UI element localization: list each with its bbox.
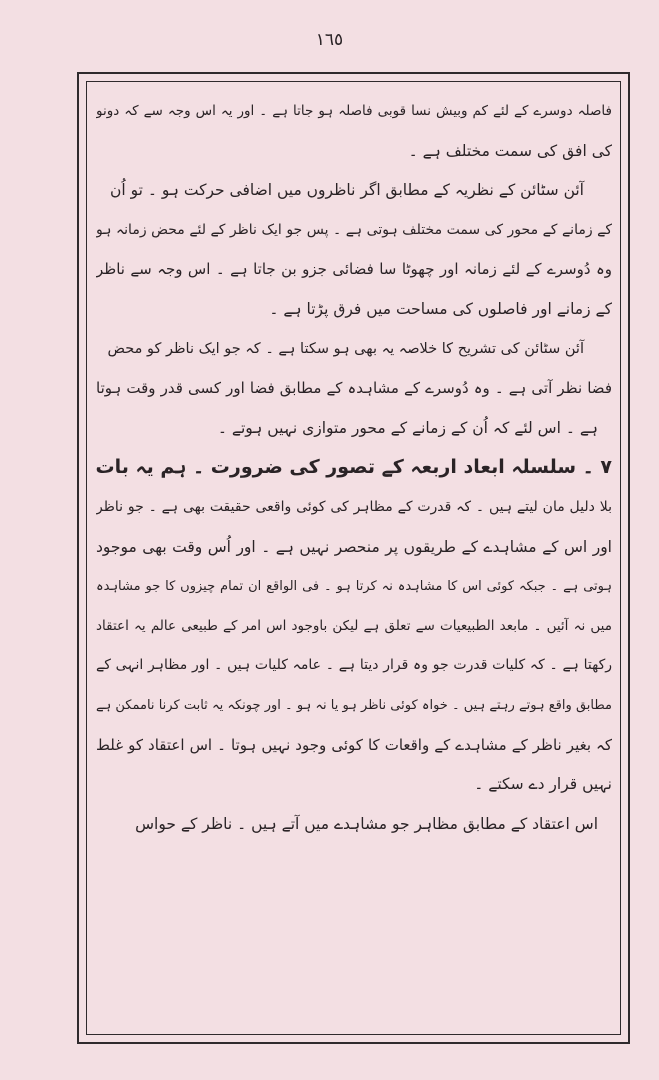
- text-line-15: رکھتا ہے ۔ کہ کلیات قدرت جو وہ قرار دیتا ہے ۔ عامہ کلیات ہیں ۔ اور مظاہر انہی کے: [96, 657, 612, 674]
- text-line-16: مطابق واقع ہوتے رہتے ہیں ۔ خواہ کوئی ناظر ہو یا نہ ہو ۔ اور چونکہ یہ ثابت کرنا ناممکن ہے: [96, 697, 612, 713]
- text-line-4: کے زمانے کے محور کی سمت مختلف ہوتی ہے ۔ پس جو ایک ناظر کے لئے محض زمانہ ہو: [96, 221, 612, 238]
- text-line-1: فاصلہ دوسرے کے لئے کم وبیش نسا قوبی فاصلہ ہو جاتا ہے ۔ اور یہ اس وجہ سے کہ دونو: [96, 103, 612, 119]
- text-line-14: میں نہ آئیں ۔ مابعد الطبیعیات سے تعلق ہے لیکن باوجود اس امر کے طبیعی عالم یہ اعتقاد: [96, 617, 612, 634]
- text-line-19: اس اعتقاد کے مطابق مظاہر جو مشاہدے میں آتے ہیں ۔ ناظر کے حواس: [135, 814, 598, 833]
- text-line-7: آئن سٹائن کی تشریح کا خلاصہ یہ بھی ہو سکتا ہے ۔ کہ جو ایک ناظر کو محض: [107, 340, 584, 357]
- section-heading: ۷ ۔ سلسلہ ابعاد اربعہ کے تصور کی ضرورت ۔ ہم یہ بات: [96, 456, 612, 479]
- text-line-3: آئن سٹائن کے نظریہ کے مطابق اگر ناظروں میں اضافی حرکت ہو ۔ تو اُن: [109, 181, 584, 200]
- text-line-18: نہیں قرار دے سکتے ۔: [474, 775, 612, 794]
- text-line-9: ہے ۔ اس لئے کہ اُن کے زمانے کے محور متوازی نہیں ہوتے ۔: [217, 418, 598, 437]
- text-line-12: اور اس کے مشاہدے کے طریقوں پر منحصر نہیں ہے ۔ اور اُس وقت بھی موجود: [96, 537, 612, 556]
- text-line-8: فضا نظر آتی ہے ۔ وہ دُوسرے کے مشاہدہ کے مطابق فضا اور کسی قدر وقت ہوتا: [96, 379, 612, 398]
- text-line-13: ہوتی ہے ۔ جبکہ کوئی اس کا مشاہدہ نہ کرتا ہو ۔ فی الواقع ان تمام چیزوں کا جو مشاہدہ: [96, 579, 612, 595]
- text-line-5: وہ دُوسرے کے لئے زمانہ اور چھوٹا سا فضائی جزو بن جاتا ہے ۔ اس وجہ سے ناظر: [96, 260, 612, 279]
- page-number: ١٦٥: [315, 30, 344, 50]
- body-text: [96, 92, 612, 844]
- text-line-6: کے زمانے اور فاصلوں کی مساحت میں فرق پڑتا ہے ۔: [269, 299, 612, 318]
- text-line-11: بلا دلیل مان لیتے ہیں ۔ کہ قدرت کے مظاہر کی کوئی واقعی حقیقت بھی ہے ۔ جو ناظر: [96, 498, 612, 515]
- text-line-17: کہ بغیر ناظر کے مشاہدے کے واقعات کا کوئی وجود نہیں ہوتا ۔ اس اعتقاد کو غلط: [96, 735, 612, 754]
- text-line-2: کی افق کی سمت مختلف ہے ۔: [408, 141, 612, 160]
